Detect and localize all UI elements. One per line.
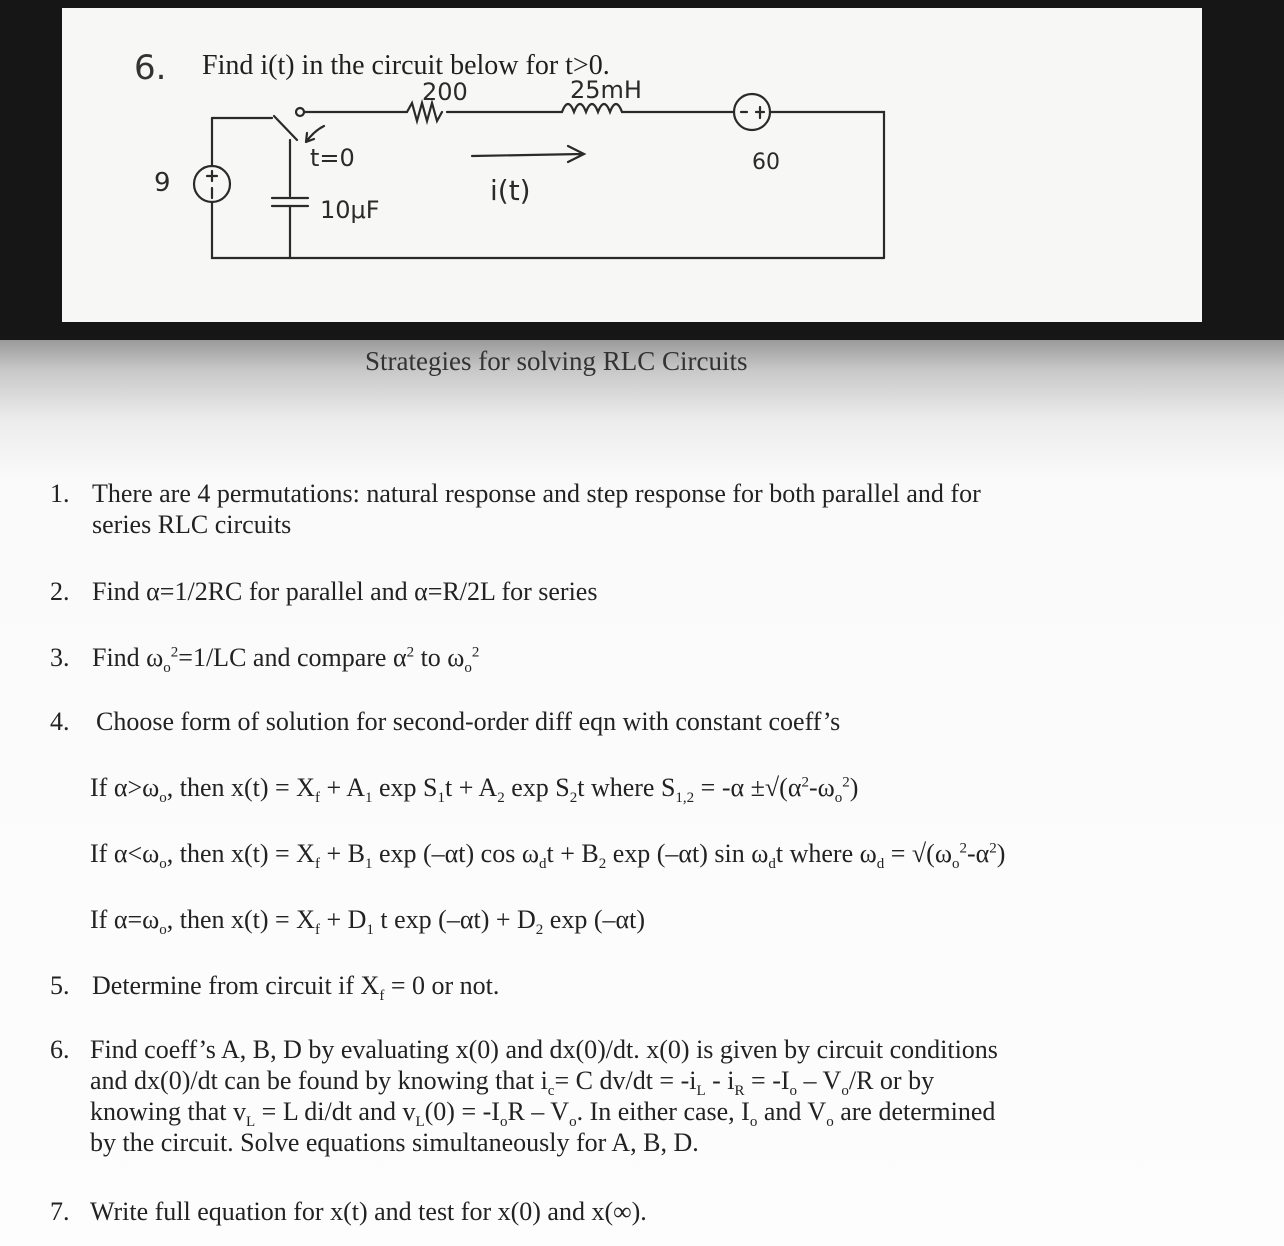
switch-arrow xyxy=(306,126,324,142)
item-number: 1. xyxy=(50,479,70,508)
item-text: Find coeff’s A, B, D by evaluating x(0) and dx(0)/dt. x(0) is given by circuit conditions xyxy=(90,1035,998,1064)
switch-label: t=0 xyxy=(310,144,355,172)
switch-arm xyxy=(274,116,297,140)
inductor-label: 25mH xyxy=(570,76,642,104)
case-overdamped: If $\alpha>\omega_o$, then $x(t) = X_f + A_1$ $\exp S_1t + A_2$ $\exp S_2t$ where $S_{1,2} = -\alpha \pm√(\alpha^2-\omega_o^2)$ xyxy=(90,773,859,807)
problem-statement: Find i(t) in the circuit below for t>0. xyxy=(202,50,610,81)
list-item-6 xyxy=(50,1034,998,1157)
resistor-label: 200 xyxy=(422,78,468,106)
source-right-plus xyxy=(756,107,764,118)
item-text: Determine from circuit if $X_f = 0$ or not. xyxy=(92,971,500,1005)
item-number: 7. xyxy=(50,1197,70,1226)
list-item-4 xyxy=(50,706,841,737)
list-item-7 xyxy=(50,1196,647,1227)
item-text: series RLC circuits xyxy=(92,510,292,539)
source-left-sign xyxy=(207,171,217,198)
capacitor-label: 10μF xyxy=(320,196,380,224)
item-text: and dx(0)/dt can be found by knowing that $i_c= C$ $dv/dt = -i_L - i_R = -I_o - V_o/R$ or by xyxy=(90,1066,935,1100)
problem-panel xyxy=(62,8,1202,322)
page-title: Strategies for solving RLC Circuits xyxy=(365,346,748,376)
wire-top-far-right xyxy=(770,112,884,258)
current-label: i(t) xyxy=(490,174,531,207)
list-item-5 xyxy=(50,970,500,1005)
problem-number: 6. xyxy=(134,48,167,88)
case-critical: If $\alpha=\omega_o$, then $x(t) = X_f + D_1$ t $\exp (-\alpha t) + D_2$ exp (–αt) xyxy=(90,905,645,939)
list-item-3 xyxy=(50,642,480,677)
item-text: Find α=1/2RC for parallel and α=R/2L for series xyxy=(92,577,598,606)
item-text: Choose form of solution for second-order diff eqn with constant coeff’s xyxy=(96,707,841,736)
switch-contact xyxy=(296,108,304,116)
wire-bottom xyxy=(212,238,884,258)
source-left-label: 9 xyxy=(154,168,171,198)
case-underdamped: If $\alpha<\omega_o$, then $x(t) = X_f + B_1$ exp (–αt) $\cos \omega_dt + B_2$ exp (–αt) $\sin \omega_dt$ where $\omega_d = √(\omega_o^2-\alpha^2)$ xyxy=(90,839,1006,873)
item-text: Write full equation for x(t) and test for x(0) and x(∞). xyxy=(90,1197,647,1226)
item-number: 3. xyxy=(50,643,70,672)
item-number: 4. xyxy=(50,707,70,736)
capacitor-plates xyxy=(272,198,308,206)
strategies-panel xyxy=(0,340,1284,1246)
item-text: Find $\omega_o^2=1/LC$ and compare $\alpha^2$ to $\omega_o^2$ xyxy=(92,643,480,677)
inductor-symbol xyxy=(562,104,622,112)
item-number: 5. xyxy=(50,971,70,1000)
item-number: 6. xyxy=(50,1035,70,1064)
list-item-2 xyxy=(50,576,598,607)
list-item-1 xyxy=(50,478,981,539)
source-right-label: 60 xyxy=(752,150,780,175)
item-text: knowing that $v_L = L$ di/dt and $v_L(0) = -I_oR - V_o$. In either case, $I_o$ and $V_o$ are determined xyxy=(90,1097,996,1131)
item-text: by the circuit. Solve equations simultaneously for A, B, D. xyxy=(90,1128,699,1157)
item-text: There are 4 permutations: natural response and step response for both parallel and for xyxy=(92,479,981,508)
current-arrow xyxy=(472,146,584,162)
item-number: 2. xyxy=(50,577,70,606)
